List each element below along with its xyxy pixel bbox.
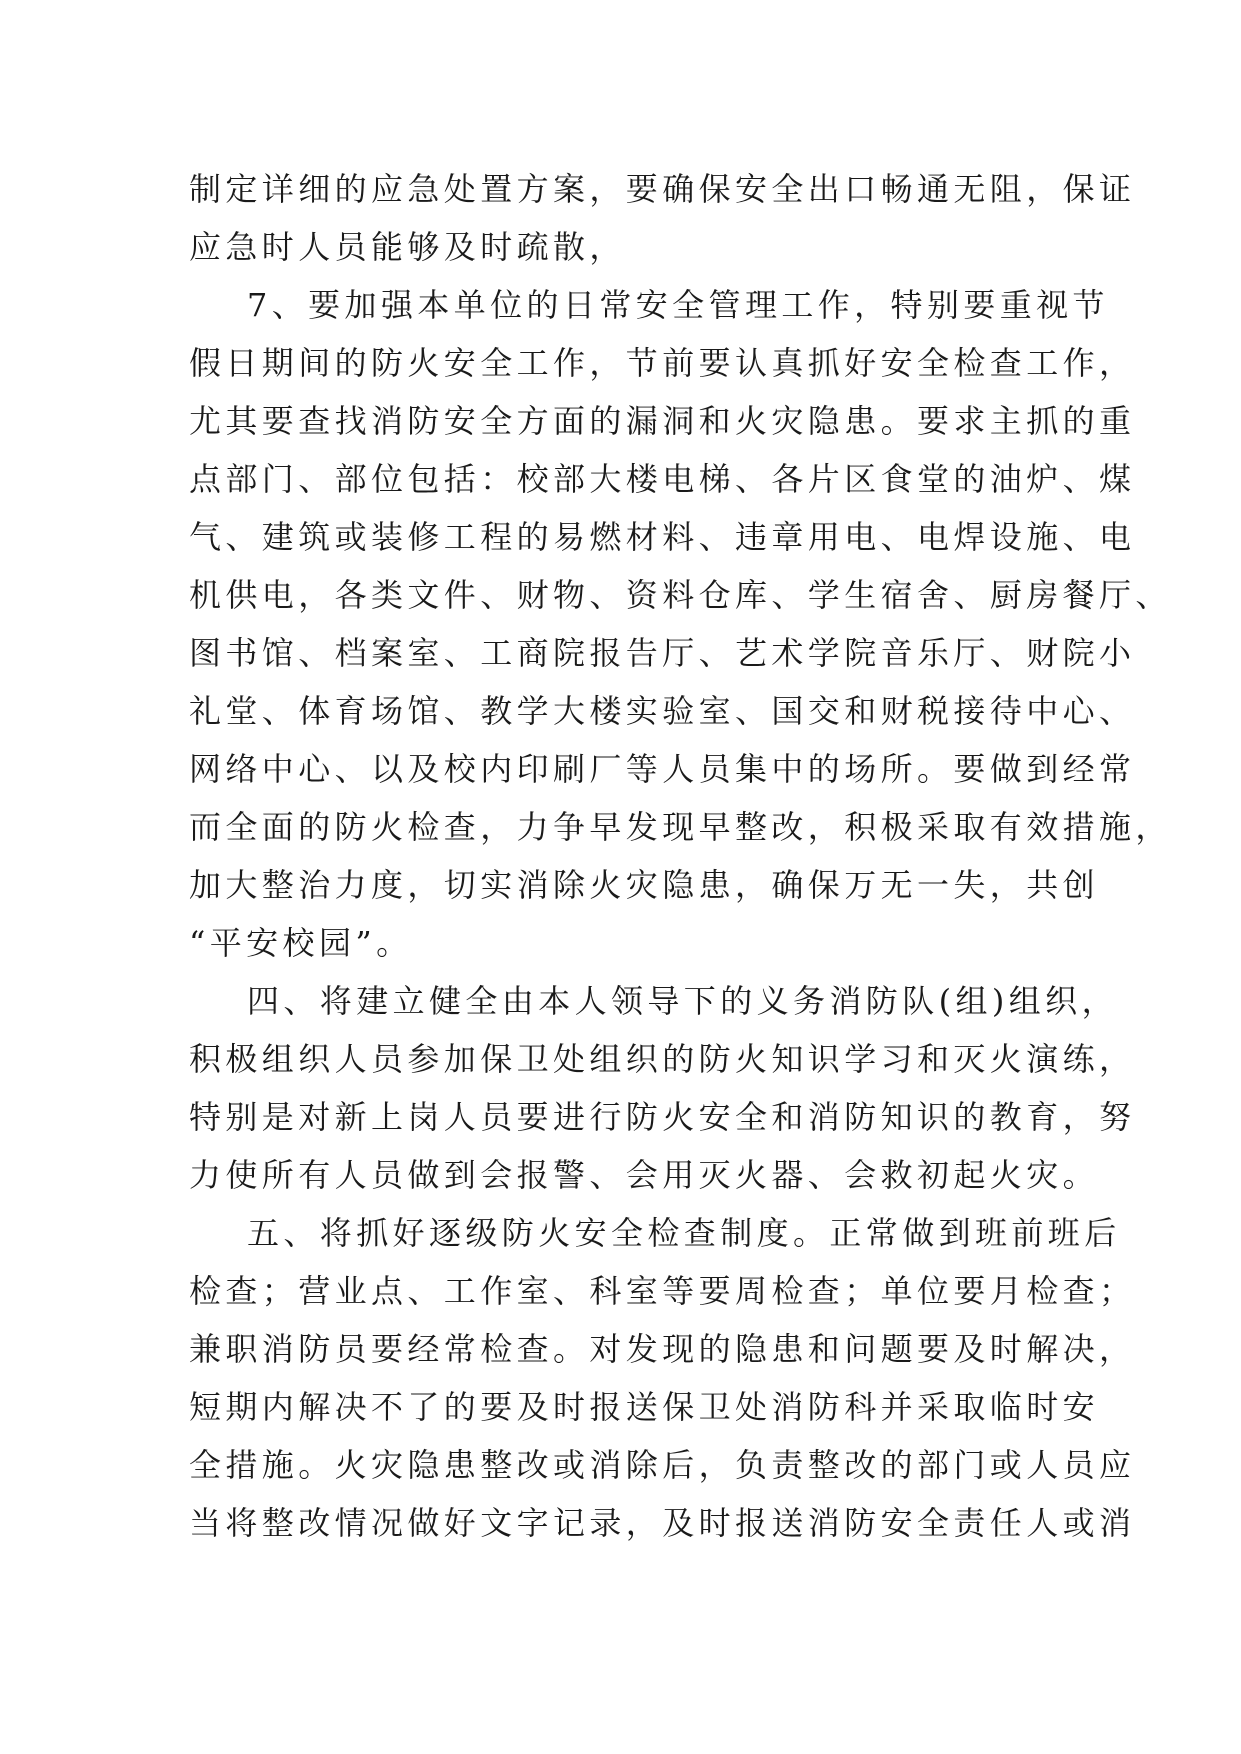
text-line: “平安校园”。 xyxy=(189,924,413,962)
text-line: 应急时人员能够及时疏散， xyxy=(189,228,626,266)
text-line: 机供电，各类文件、财物、资料仓库、学生宿舍、厨房餐厅、 xyxy=(189,576,1172,614)
text-line: 检查；营业点、工作室、科室等要周检查；单位要月检查； xyxy=(189,1272,1136,1310)
text-line: 尤其要查找消防安全方面的漏洞和火灾隐患。要求主抓的重 xyxy=(189,402,1136,440)
text-line: 礼堂、体育场馆、教学大楼实验室、国交和财税接待中心、 xyxy=(189,692,1136,730)
text-line: 加大整治力度，切实消除火灾隐患，确保万无一失，共创 xyxy=(189,866,1100,904)
text-line: 当将整改情况做好文字记录，及时报送消防安全责任人或消 xyxy=(189,1504,1136,1542)
text-line: 积极组织人员参加保卫处组织的防火知识学习和灭火演练， xyxy=(189,1040,1136,1078)
text-line: 图书馆、档案室、工商院报告厅、艺术学院音乐厅、财院小 xyxy=(189,634,1136,672)
text-line: 而全面的防火检查，力争早发现早整改，积极采取有效措施， xyxy=(189,808,1172,846)
text-line: 制定详细的应急处置方案，要确保安全出口畅通无阻，保证 xyxy=(189,170,1136,208)
text-line: 点部门、部位包括：校部大楼电梯、各片区食堂的油炉、煤 xyxy=(189,460,1136,498)
text-line: 兼职消防员要经常检查。对发现的隐患和问题要及时解决， xyxy=(189,1330,1136,1368)
text-line: 全措施。火灾隐患整改或消除后，负责整改的部门或人员应 xyxy=(189,1446,1136,1484)
paragraph-start-line: 7、要加强本单位的日常安全管理工作，特别要重视节 xyxy=(247,286,1109,324)
text-line: 力使所有人员做到会报警、会用灭火器、会救初起火灾。 xyxy=(189,1156,1100,1194)
text-line: 特别是对新上岗人员要进行防火安全和消防知识的教育，努 xyxy=(189,1098,1136,1136)
body-text xyxy=(189,160,1172,1552)
text-line: 短期内解决不了的要及时报送保卫处消防科并采取临时安 xyxy=(189,1388,1100,1426)
text-line: 气、建筑或装修工程的易燃材料、违章用电、电焊设施、电 xyxy=(189,518,1136,556)
paragraph-start-line: 四、将建立健全由本人领导下的义务消防队(组)组织， xyxy=(247,982,1118,1020)
paragraph-start-line: 五、将抓好逐级防火安全检查制度。正常做到班前班后 xyxy=(247,1214,1121,1252)
text-line: 假日期间的防火安全工作，节前要认真抓好安全检查工作， xyxy=(189,344,1136,382)
text-line: 网络中心、以及校内印刷厂等人员集中的场所。要做到经常 xyxy=(189,750,1136,788)
